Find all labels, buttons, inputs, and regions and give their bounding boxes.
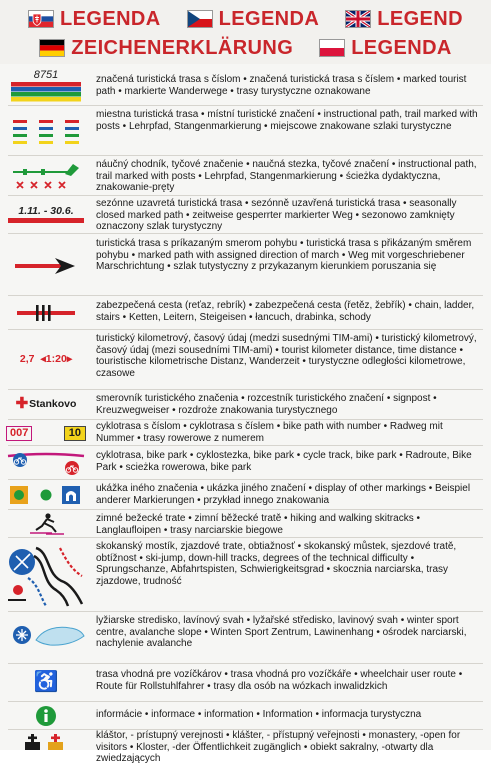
- red-stripe: [11, 82, 81, 87]
- dashed-stripes-icon: [13, 120, 79, 144]
- cycle-route-number-badge: 10: [64, 426, 86, 441]
- other-markings-symbol: [6, 484, 86, 506]
- legend-row-wheelchair: [0, 664, 491, 702]
- monastery-icon: [25, 734, 40, 750]
- legend-row-monastery: [0, 730, 491, 765]
- yellow-stripe: [11, 97, 81, 102]
- direction-arrow-icon: [15, 258, 75, 274]
- information-symbol: [6, 704, 86, 728]
- cycle-track-symbol: [6, 450, 86, 476]
- legend-text: informácie • informace • information • Information • informacja turystyczna: [96, 709, 422, 720]
- secured-path-symbol: [6, 302, 86, 324]
- slovak-flag-icon: [28, 10, 54, 28]
- time-value: 1:20: [45, 353, 67, 365]
- legend-text: skokanský mostík, zjazdové trate, obtiažnosť • skokanský můstek, sjezdové tratě, obtížnost • ski-jump, down-hill tracks, degrees of the technical difficulty • Sprungschanze, Abfahrtspisten, Schwierigkeitsgrad • skocznia narciarska, trasy zjazdowe, trudność: [96, 541, 457, 587]
- header-item-de: [39, 37, 293, 59]
- header-label-cz: LEGENDA: [218, 8, 320, 30]
- legend-text: miestna turistická trasa • místní turistické značení • instructional path, trail marked with posts • Lehrpfad, Stangenmarkierung • miejscowe znakowane szlaki turystyczne: [96, 109, 478, 132]
- legend-row-other-markings: [0, 480, 491, 510]
- chain-ladder-icon: [17, 305, 75, 321]
- legend-row-seasonal-closed: [0, 196, 491, 234]
- header-label-pl: LEGENDA: [351, 37, 452, 59]
- legend-text: ukážka iného značenia • ukázka jiného značení • display of other markings • Beispiel anderer Markierungen • przykład innego znakowania: [96, 483, 471, 506]
- cycle-route-number-box: 007: [6, 426, 32, 441]
- cycle-number-symbol: [6, 424, 86, 442]
- legend-row-ski-jump: [0, 538, 491, 612]
- legend-text: turistická trasa s príkazaným smerom pohybu • turistická trasa s přikázaným směrem pohybu • marked path with assigned direction of march • Weg mit vorgeschriebener Marschrichtung • szlak tutystyczny z przykazanym kierunkiem poruszania się: [96, 238, 472, 273]
- ski-track-symbol: [6, 512, 86, 536]
- header-row-1: [0, 8, 491, 30]
- one-way-symbol: [6, 256, 86, 276]
- legend-row-secured-path: [0, 296, 491, 330]
- legend-text: smerovník turistického značenia • rozcestník turistického značení • signpost • Kreuzwegweiser • rozdroże znakowania turystycznego: [96, 393, 437, 416]
- instructional-path-icon: [13, 164, 79, 188]
- bike-path-icon: [8, 453, 84, 475]
- legend-text: turistický kilometrový, časový údaj (medzi susednými TIM-ami) • turistický kilometrový, časový údaj (mezi sousedními TIM-ami) • tourist kilometer distance, time distance • touristische kilometrische Distanz, Wanderzeit • turystyczne odległości kilometrowe, czasowe: [96, 333, 477, 379]
- uk-flag-icon: [345, 10, 371, 28]
- legend-text: kláštor, - prístupný verejnosti • klášter, - přístupný veřejnosti • monastery, -open for visitors • Kloster, -der Öffentlichkeit zugänglich • obiekt sakralny, -otwarty dla zwiedzających: [96, 730, 461, 765]
- legend-header: [0, 0, 491, 64]
- marking-blue-icon: [62, 486, 80, 504]
- ski-centre-symbol: [6, 620, 86, 650]
- local-trail-symbol: [6, 113, 86, 149]
- legend-row-nature-trail: [0, 156, 491, 196]
- distance-label: 2,7: [19, 353, 35, 365]
- seasonal-closed-symbol: [6, 202, 86, 228]
- signpost-symbol: [6, 395, 86, 413]
- wheelchair-icon: ♿: [33, 671, 59, 693]
- avalanche-slope-icon: [36, 627, 84, 645]
- legend-row-signpost: [0, 390, 491, 420]
- red-stripe: [8, 218, 84, 223]
- header-label-gb: LEGEND: [377, 8, 463, 30]
- legend-text: zabezpečená cesta (reťaz, rebrík) • zabezpečená cesta (řetěz, žebřík) • chain, ladder, stairs • Ketten, Leitern, Steigeisen • łancuch, drabinka, schody: [96, 300, 475, 323]
- signpost-cross-icon: ✚: [15, 395, 29, 412]
- ski-jump-symbol: [6, 542, 86, 608]
- legend-row-information: [0, 702, 491, 730]
- legend-row-marked-trail: [0, 66, 491, 106]
- legend-text: cyklotrasa s číslom • cyklotrasa s číslem • bike path with number • Radweg mit Nummer • trasy rowerowe z numerem: [96, 421, 443, 444]
- header-item-pl: [319, 37, 452, 59]
- trail-number-label: 8751: [33, 69, 59, 81]
- time-distance-symbol: [6, 348, 86, 370]
- cross-country-skier-icon: [30, 513, 64, 534]
- green-stripe: [11, 92, 81, 97]
- legend-text: náučný chodník, tyčové značenie • naučná stezka, tyčové značení • instructional path, trail marked with posts • Lehrpfad, Stangenmarkierung • ścieżka dydaktyczna, znakowanie-pręty: [96, 159, 477, 194]
- legend-text: značená turistická trasa s číslom • značená turistická trasa s číslem • marked tourist path • markierte Wanderwege • trasy turystyczne oznakowane: [96, 74, 467, 97]
- marked-trail-symbol: [6, 68, 86, 104]
- marking-green-dot-icon: [41, 490, 52, 501]
- ski-slopes-icon: [8, 548, 82, 606]
- header-label-de: ZEICHENERKLÄRUNG: [71, 37, 294, 59]
- header-label-sk: LEGENDA: [60, 8, 161, 30]
- header-item-cz: [187, 8, 320, 30]
- blue-stripe: [11, 87, 81, 92]
- legend-row-local-trail: [0, 106, 491, 156]
- monastery-symbol: [6, 728, 86, 754]
- legend-row-ski-track: [0, 510, 491, 538]
- czech-flag-icon: [187, 10, 213, 28]
- legend-row-time-distance: [0, 330, 491, 390]
- closed-period-label: 1.11. - 30.6.: [18, 205, 74, 217]
- legend-text: lyžiarske stredisko, lavínový svah • lyžařské středisko, lavinový svah • winter sport centre, avalanche slope • Winten Sport Zentrum, Lawinenhang • ośrodek narciarski, nachylenie avalanche: [96, 615, 467, 650]
- legend-text: zimné bežecké trate • zimní běžecké tratě • hiking and walking skitracks • Langlaufloipen • trasy narciarskie biegowe: [96, 513, 420, 536]
- header-row-2: [0, 37, 491, 59]
- nature-trail-symbol: [6, 158, 86, 194]
- legend-text: cyklotrasa, bike park • cyklostezka, bike park • cycle track, bike park • Radroute, Bike Park • scieżka rowerowa, bike park: [96, 450, 472, 473]
- monastery-open-icon: [48, 734, 63, 750]
- legend-row-ski-centre: [0, 612, 491, 664]
- time-label: ◂1:20▸: [40, 353, 73, 365]
- signpost-label: Stankovo: [29, 398, 77, 410]
- legend-row-cycle-track: [0, 446, 491, 480]
- german-flag-icon: [39, 39, 65, 57]
- legend-text: sezónne uzavretá turistická trasa • sezónně uzavřená turistická trasa • seasonally closed marked path • zeitweise gesperrter markierter Weg • sezonowo zamknięty oznaczony szlak turystyczny: [96, 198, 457, 233]
- header-item-sk: [28, 8, 161, 30]
- legend-row-cycle-number: [0, 420, 491, 446]
- legend-text: trasa vhodná pre vozíčkárov • trasa vhodná pro vozíčkáře • wheelchair user route • Route für Rollstuhlfahrer • trasy dla osób na wózkach inwalidzkich: [96, 669, 463, 692]
- legend-row-one-way: [0, 234, 491, 296]
- wheelchair-symbol: [6, 670, 86, 694]
- header-item-gb: [345, 8, 463, 30]
- polish-flag-icon: [319, 39, 345, 57]
- info-icon: [36, 706, 56, 726]
